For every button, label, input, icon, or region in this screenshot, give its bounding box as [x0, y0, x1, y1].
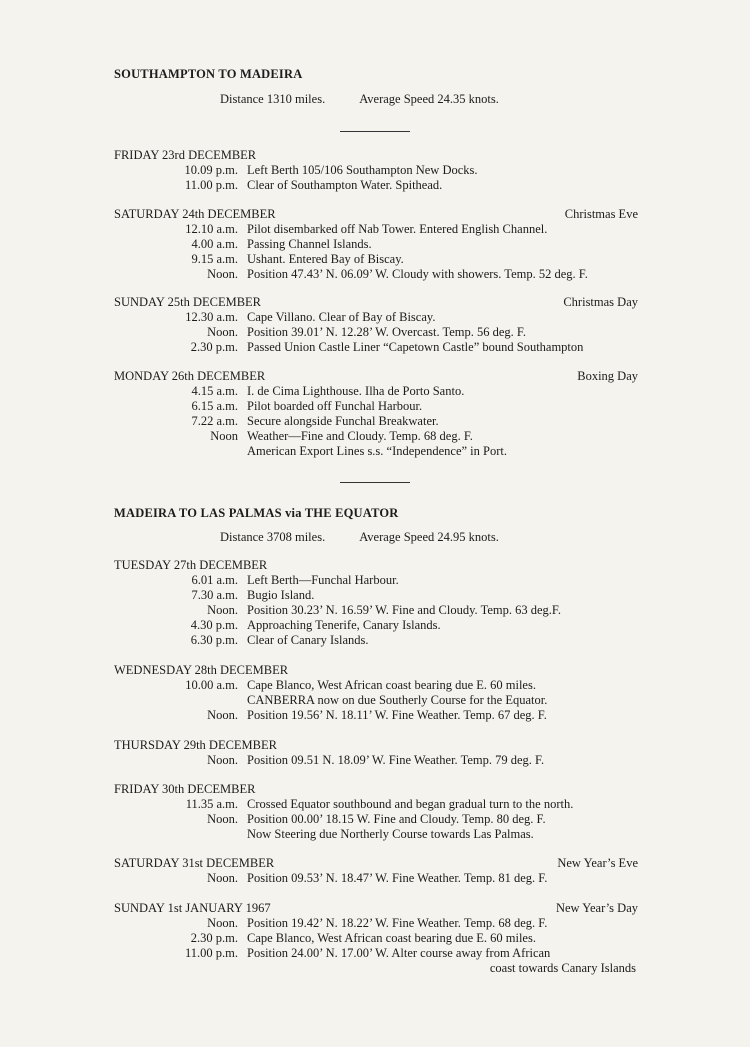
entry-time: 11.00 p.m.: [184, 946, 238, 960]
entry-text: Position 00.00’ 18.15 W. Fine and Cloudy. Temp. 80 deg. F.: [247, 812, 546, 826]
entry-text: Left Berth 105/106 Southampton New Docks.: [247, 163, 478, 177]
holiday-note: Christmas Day: [563, 295, 638, 309]
entry-text: coast towards Canary Islands: [489, 961, 636, 975]
divider-rule: [340, 482, 410, 483]
section-title-southampton-madeira: SOUTHAMPTON TO MADEIRA: [114, 67, 303, 81]
day-heading: THURSDAY 29th DECEMBER: [114, 738, 277, 752]
day-heading: SATURDAY 31st DECEMBER: [114, 856, 275, 870]
entry-text: Position 19.56’ N. 18.11’ W. Fine Weather. Temp. 67 deg. F.: [247, 708, 547, 722]
entry-text: Pilot boarded off Funchal Harbour.: [247, 399, 423, 413]
entry-text: Clear of Southampton Water. Spithead.: [247, 178, 443, 192]
day-heading: WEDNESDAY 28th DECEMBER: [114, 663, 289, 677]
holiday-note: Christmas Eve: [564, 207, 638, 221]
entry-text: Position 30.23’ N. 16.59’ W. Fine and Cloudy. Temp. 63 deg.F.: [247, 603, 561, 617]
entry-time: 9.15 a.m.: [191, 252, 238, 266]
entry-time: 2.30 p.m.: [190, 340, 238, 354]
entry-time: 6.30 p.m.: [190, 633, 238, 647]
entry-time: Noon.: [207, 708, 238, 722]
holiday-note: New Year’s Eve: [557, 856, 638, 870]
holiday-note: New Year’s Day: [555, 901, 638, 915]
entry-time: Noon.: [207, 267, 238, 281]
entry-text: American Export Lines s.s. “Independence” in Port.: [247, 444, 507, 458]
entry-time: 7.30 a.m.: [191, 588, 238, 602]
day-heading: FRIDAY 23rd DECEMBER: [114, 148, 257, 162]
entry-text: Cape Villano. Clear of Bay of Biscay.: [247, 310, 436, 324]
day-block: [114, 737, 638, 768]
entry-text: Position 47.43’ N. 06.09’ W. Cloudy with showers. Temp. 52 deg. F.: [247, 267, 588, 281]
day-block: [114, 662, 638, 723]
day-block: [114, 147, 638, 193]
entry-time: 4.15 a.m.: [191, 384, 238, 398]
entry-time: 6.01 a.m.: [191, 573, 238, 587]
entry-time: 12.10 a.m.: [185, 222, 238, 236]
entry-time: 10.09 p.m.: [184, 163, 238, 177]
entry-text: Passing Channel Islands.: [247, 237, 372, 251]
day-block: [114, 855, 638, 886]
holiday-note: Boxing Day: [577, 369, 638, 383]
entry-text: Weather—Fine and Cloudy. Temp. 68 deg. F.: [247, 429, 473, 443]
day-heading: SUNDAY 1st JANUARY 1967: [114, 901, 271, 915]
speed-text: Average Speed 24.35 knots.: [359, 92, 499, 106]
entry-text: Approaching Tenerife, Canary Islands.: [247, 618, 441, 632]
entry-time: Noon.: [207, 603, 238, 617]
entry-text: Crossed Equator southbound and began gradual turn to the north.: [247, 797, 574, 811]
entry-time: 4.00 a.m.: [191, 237, 238, 251]
entry-text: Cape Blanco, West African coast bearing due E. 60 miles.: [247, 931, 536, 945]
entry-time: Noon.: [207, 325, 238, 339]
day-block: [114, 368, 638, 459]
day-heading: SUNDAY 25th DECEMBER: [114, 295, 262, 309]
entry-text: Now Steering due Northerly Course towards Las Palmas.: [247, 827, 534, 841]
entry-text: Left Berth—Funchal Harbour.: [247, 573, 399, 587]
entry-text: Pilot disembarked off Nab Tower. Entered English Channel.: [247, 222, 548, 236]
entry-time: 4.30 p.m.: [190, 618, 238, 632]
entry-time: Noon.: [207, 812, 238, 826]
entry-time: 6.15 a.m.: [191, 399, 238, 413]
entry-time: Noon.: [207, 871, 238, 885]
entry-text: Position 24.00’ N. 17.00’ W. Alter course away from African: [247, 946, 551, 960]
entry-time: 12.30 a.m.: [185, 310, 238, 324]
entry-time: Noon.: [207, 916, 238, 930]
entry-time: Noon.: [207, 753, 238, 767]
entry-text: Passed Union Castle Liner “Capetown Castle” bound Southampton: [247, 340, 584, 354]
section-title-madeira-las-palmas: MADEIRA TO LAS PALMAS via THE EQUATOR: [114, 506, 399, 520]
section-meta: [220, 92, 499, 107]
entry-text: Position 09.53’ N. 18.47’ W. Fine Weather. Temp. 81 deg. F.: [247, 871, 548, 885]
entry-text: Ushant. Entered Bay of Biscay.: [247, 252, 404, 266]
entry-text: Position 09.51 N. 18.09’ W. Fine Weather. Temp. 79 deg. F.: [247, 753, 545, 767]
entry-text: I. de Cima Lighthouse. Ilha de Porto Santo.: [247, 384, 465, 398]
entry-text: Clear of Canary Islands.: [247, 633, 369, 647]
entry-text: Position 39.01’ N. 12.28’ W. Overcast. Temp. 56 deg. F.: [247, 325, 527, 339]
entry-time: 11.00 p.m.: [184, 178, 238, 192]
day-block: [114, 781, 638, 842]
day-heading: FRIDAY 30th DECEMBER: [114, 782, 256, 796]
day-heading: MONDAY 26th DECEMBER: [114, 369, 266, 383]
entry-text: Bugio Island.: [247, 588, 315, 602]
entry-time: 11.35 a.m.: [185, 797, 238, 811]
entry-time: 7.22 a.m.: [191, 414, 238, 428]
distance-text: Distance 3708 miles.: [220, 530, 326, 544]
day-block: [114, 206, 638, 282]
day-heading: SATURDAY 24th DECEMBER: [114, 207, 276, 221]
entry-text: CANBERRA now on due Southerly Course for the Equator.: [247, 693, 548, 707]
section-meta: [220, 530, 499, 545]
day-block: [114, 900, 638, 976]
entry-time: Noon: [210, 429, 238, 443]
entry-text: Position 19.42’ N. 18.22’ W. Fine Weather. Temp. 68 deg. F.: [247, 916, 548, 930]
day-block: [114, 294, 638, 355]
entry-text: Cape Blanco, West African coast bearing due E. 60 miles.: [247, 678, 536, 692]
speed-text: Average Speed 24.95 knots.: [359, 530, 499, 544]
entry-time: 10.00 a.m.: [185, 678, 238, 692]
entry-time: 2.30 p.m.: [190, 931, 238, 945]
distance-text: Distance 1310 miles.: [220, 92, 326, 106]
divider-rule: [340, 131, 410, 132]
day-heading: TUESDAY 27th DECEMBER: [114, 558, 268, 572]
day-block: [114, 557, 638, 648]
entry-text: Secure alongside Funchal Breakwater.: [247, 414, 439, 428]
